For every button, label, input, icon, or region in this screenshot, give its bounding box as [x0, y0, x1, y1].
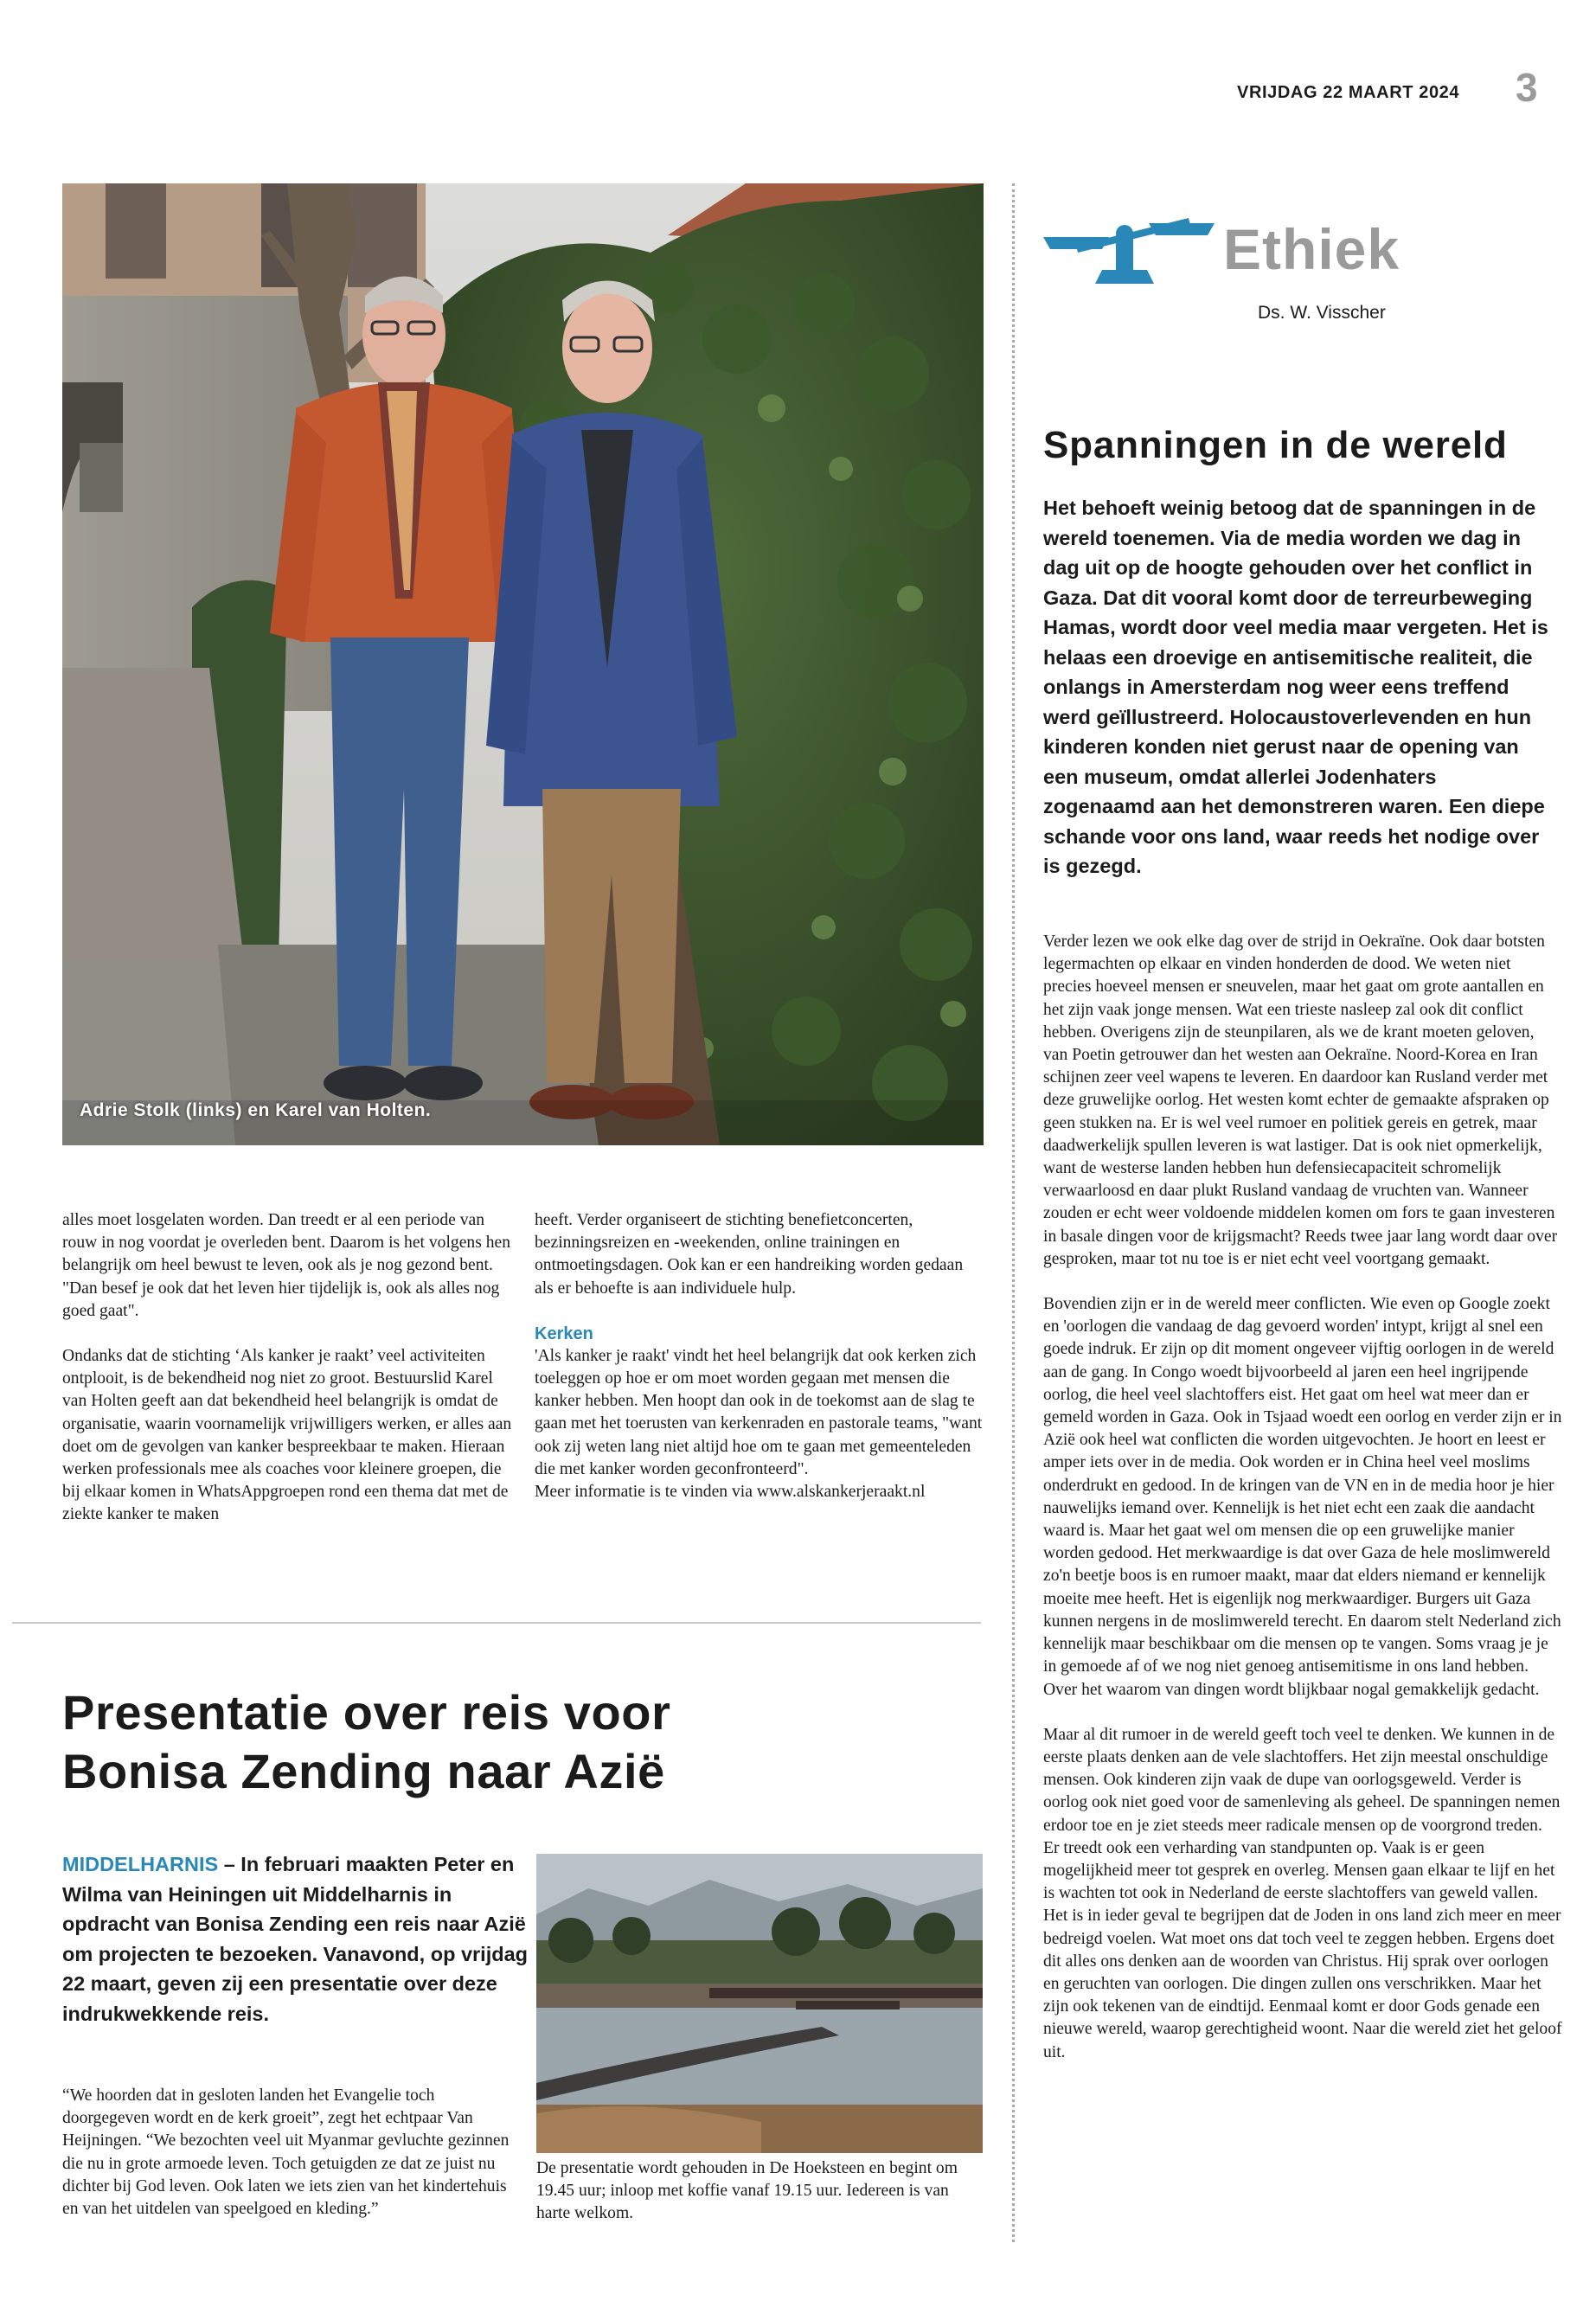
column-lead: Het behoeft weinig betoog dat de spanningen in de wereld toenemen. Via de media worden we dag in dag uit op de hoogte gehouden over het conflict in Gaza. Dat dit vooral komt door de terreurbeweging Hamas, wordt door veel media maar vergeten. Het is helaas een droevige en antisemitische realiteit, die onlangs in Amersterdam nog weer eens treffend werd geïllustreerd. Holocaustoverlevenden en hun kinderen konden niet gerust naar de opening van een museum, omdat allerlei Jodenhaters zogenaamd aan het demonstreren waren. Een diepe schande voor ons land, waar reeds het nodige over is gezegd.: [1043, 497, 1548, 877]
paragraph: Maar al dit rumoer in de wereld geeft toch veel te denken. We kunnen in de eerste plaats denken aan de vele slachtoffers. Het zijn meestal onschuldige mensen. Ook kinderen zijn vaak de dupe van oorlogsgeweld. Verder is oorlog ook niet goed voor de samenleving als geheel. De spanningen nemen erdoor toe en je ziet steeds meer radicale mensen op de voorgrond treden. Er treedt ook een verharding van standpunten op. Vaak is er geen mogelijkheid meer tot gesprek en overleg. Mensen gaan elkaar te lijf en het is wachten tot ook in Nederland de eerste slachtoffers van geweld vallen. Het is in ieder geval te begrijpen dat de Joden in ons land zich meer en meer bedreigd voelen. Wat moet ons dat toch veel te zeggen hebben. Ergens doet dit alles ons denken aan de woorden van Christus. Hij sprak over oorlogen en geruchten van oorlogen. Die dingen zullen ons verschrikken. Maar het zijn ook tekenen van de eindtijd. Eenmaal komt er door Gods genade een nieuwe wereld, waarop gerechtigheid woont. Naar die wereld ziet het geloof uit.: [1043, 1725, 1562, 2061]
balance-scale-icon: [1042, 211, 1218, 291]
section-title: Ethiek: [1223, 217, 1401, 281]
date-line: VRIJDAG 22 MAART 2024: [1237, 83, 1460, 102]
article-column-left: [62, 1209, 512, 1527]
paragraph: heeft. Verder organiseert de stichting benefietconcerten, bezinningsreizen en -weekenden, online trainingen en ontmoetingsdagen. Ook kan er een handreiking worden gedaan als er behoefte is aan individuele hulp.: [535, 1211, 964, 1298]
river-photo: [536, 1854, 983, 2153]
more-info-link[interactable]: Meer informatie is te vinden via www.alskankerjeraakt.nl: [535, 1483, 926, 1502]
headline-line: Presentatie over reis voor: [62, 1685, 671, 1740]
main-photo: [62, 183, 984, 1145]
column-body: [1043, 931, 1562, 2064]
paragraph: Verder lezen we ook elke dag over de strijd in Oekraïne. Ook daar botsten legermachten op elkaar en vinden honderden de dood. We weten niet precies hoeveel mensen er sneuvelen, maar het gaat om grote aantallen en het zijn vaak jonge mensen. Wat een trieste nasleep zal ook dit conflict hebben. Overigens zijn de steunpilaren, als we de krant moeten geloven, van Poetin getrouwer dan het westen aan Oekraïne. Noord-Korea en Iran schijnen zeer veel wapens te leveren. En daardoor kan Rusland verder met deze gruwelijke oorlog. Het westen komt echter de gemaakte afspraken op geen stukken na. Er is wel veel rumoer en politiek gereis en getrek, maar daadwerkelijk spullen leveren is wat lastiger. Dat is ook niet opmerkelijk, want de westerse landen hebben hun defensiecapaciteit schromelijk verwaarloosd en daar plukt Rusland vandaag de vruchten van. Wanneer zouden er echt weer voldoende middelen komen om fors te gaan investeren in basale dingen voor de krijgsmacht? Reeds twee jaar lang wordt daar over gesproken, maar tot nu toe is er niet echt veel voortgang gemaakt.: [1043, 933, 1558, 1268]
article2-headline: [62, 1683, 979, 1801]
lead-text: – In februari maakten Peter en Wilma van Heiningen uit Middelharnis in opdracht van Bonisa Zending een reis naar Azië om projecten te bezoeken. Vanavond, op vrijdag 22 maart, geven zij een presentatie over deze indrukwekkende reis.: [62, 1853, 529, 2025]
photo-caption: De presentatie wordt gehouden in De Hoeksteen en begint om 19.45 uur; inloop met koffie vanaf 19.15 uur. Iedereen is van harte welkom.: [536, 2159, 958, 2223]
column-headline: Spanningen in de wereld: [1043, 424, 1508, 466]
headline-line: Bonisa Zending naar Azië: [62, 1744, 665, 1798]
page-number: 3: [1516, 65, 1538, 110]
subheading: Kerken: [535, 1324, 593, 1343]
photo-caption: Adrie Stolk (links) en Karel van Holten.: [80, 1100, 432, 1120]
paragraph: 'Als kanker je raakt' vindt het heel belangrijk dat ook kerken zich toeleggen op hoe er om moet worden gegaan met mensen die kanker hebben. Men hoopt dan ook in de toekomst aan de slag te gaan met het toerusten van kerkenraden en pastorale teams, "want ook zij weten lang niet altijd hoe om te gaan met gemeenteleden die met kanker worden geconfronteerd".: [535, 1346, 983, 1478]
article2-lead: [62, 1849, 529, 2029]
paragraph: Bovendien zijn er in de wereld meer conflicten. Wie even op Google zoekt en 'oorlogen die vandaag de dag gevoerd worden' intypt, krijgt al snel een goede indruk. Er zijn op dit moment ongeveer vijftig oorlogen in de wereld aan de gang. In Congo woedt bijvoorbeeld al jaren een heel ingrijpende oorlog, die heel veel slachtoffers eist. Het gaat om heel wat meer dan er gemeld worden in Gaza. Ook in Tsjaad woedt een oorlog en verder zijn er in Azië ook heel wat conflicten die worden uitgevochten. Je hoort en leest er amper iets over in de media. Ook worden er in China heel veel moslims onderdrukt en gedood. In de kringen van de VN en in de media hoor je hier nauwelijks iemand over. Kennelijk is het niet echt een zaak die aandacht waard is. Maar het gaat wel om mensen die op een gruwelijke manier worden gedood. Het merkwaardige is dat over Gaza de hele moslimwereld zo'n beetje boos is en rumoer maakt, maar dat elders niemand er kennelijk moeite mee heeft. Het is eigenlijk nog merkwaardiger. Burgers uit Gaza kunnen nergens in de moslimwereld terecht. En daarom stelt Nederland zich kennelijk maar beschikbaar om die mensen op te vangen. Soms vraag je je in gemoede af of we nog niet genoeg antisemitisme in ons land hebben. Over het waarom van dingen wordt blijkbaar nogal gemakkelijk gedacht.: [1043, 1295, 1562, 1699]
column-divider: [1012, 183, 1015, 2242]
article-column-middle: [535, 1209, 984, 1503]
paragraph: Ondanks dat de stichting ‘Als kanker je raakt’ veel activiteiten ontplooit, is de bekendheid nog niet zo groot. Bestuurslid Karel van Holten geeft aan dat bekendheid heel belangrijk is omdat de organisatie, waarin voornamelijk vrijwilligers werken, er alles aan doet om de gevolgen van kanker bespreekbaar te maken. Hieraan werken professionals mee als coaches voor kleinere groepen, die bij elkaar komen in WhatsAppgroepen rond een thema dat met de ziekte kanker te maken: [62, 1347, 512, 1524]
horizontal-divider: [12, 1622, 981, 1624]
article2-body: “We hoorden dat in gesloten landen het Evangelie toch doorgegeven wordt en de kerk groeit”, zegt het echtpaar Van Heijningen. “We bezochten veel uit Myanmar gevluchte gezinnen die nu in grote armoede leven. Toch getuigden ze dat ze juist nu dichter bij God leven. Ook laten we iets zien van het kindertehuis en van het uitdelen van speelgoed en kleding.”: [62, 2086, 510, 2219]
dateline-location: MIDDELHARNIS: [62, 1853, 219, 1875]
byline: Ds. W. Visscher: [1258, 303, 1386, 323]
paragraph: alles moet losgelaten worden. Dan treedt er al een periode van rouw in nog voordat je overleden bent. Daarom is het volgens hen belangrijk om heel bewust te leven, ook als je nog gezond bent. "Dan besef je ook dat het leven hier tijdelijk is, ook als alles nog goed gaat".: [62, 1211, 511, 1320]
